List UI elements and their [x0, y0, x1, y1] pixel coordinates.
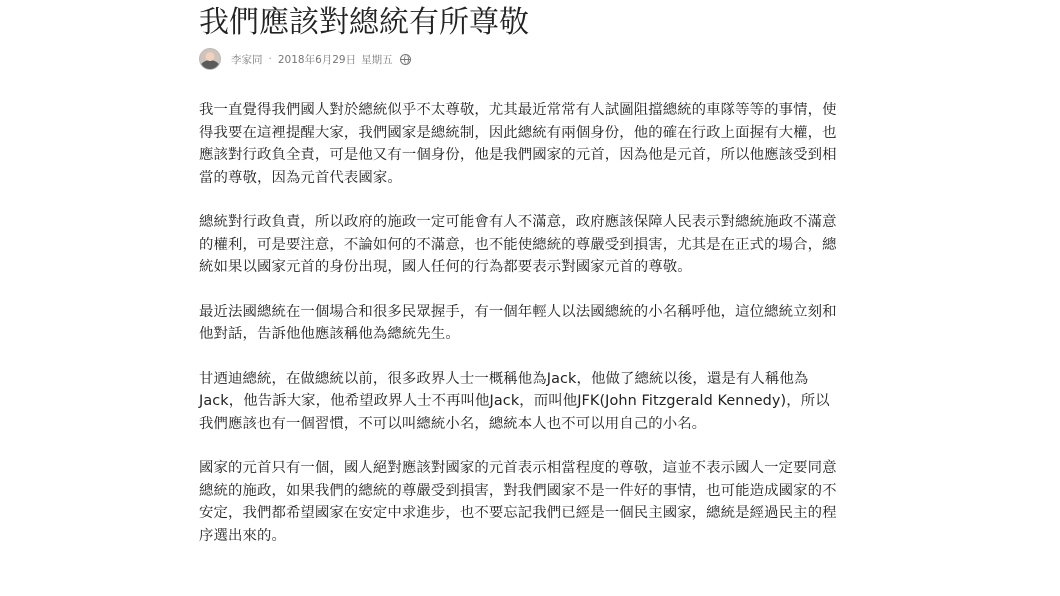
- post-date[interactable]: 2018年6月29日: [277, 53, 357, 66]
- post-meta: [199, 48, 839, 70]
- meta-separator: ·: [268, 53, 272, 65]
- paragraph-3: 最近法國總統在一個場合和很多民眾握手，有一個年輕人以法國總統的小名稱呼他，這位總統立刻和他對話，告訴他他應該稱他為總統先生。: [199, 303, 837, 342]
- paragraph-5: 國家的元首只有一個，國人絕對應該對國家的元首表示相當程度的尊敬，這並不表示國人一定要同意總統的施政，如果我們的總統的尊嚴受到損害，對我們國家不是一件好的事情，也可能造成國家的不安定，我們都希望國家在安定中求進步，也不要忘記我們已經是一個民主國家，總統是經過民主的程序選出來的。: [199, 460, 837, 544]
- globe-icon[interactable]: [400, 54, 411, 65]
- article: [199, 0, 839, 569]
- paragraph-2: 總統對行政負責，所以政府的施政一定可能會有人不滿意，政府應該保障人民表示對總統施政不滿意的權利，可是要注意，不論如何的不滿意，也不能使總統的尊嚴受到損害，尤其是在正式的場合，總統如果以國家元首的身份出現，國人任何的行為都要表示對國家元首的尊敬。: [199, 214, 837, 275]
- article-body: [199, 99, 839, 547]
- post-weekday: 星期五: [361, 53, 393, 66]
- author-avatar[interactable]: [199, 48, 221, 70]
- author-name[interactable]: 李家同: [231, 53, 263, 66]
- article-title: 我們應該對總統有所尊敬: [199, 5, 529, 40]
- paragraph-1: 我一直覺得我們國人對於總統似乎不太尊敬，尤其最近常常有人試圖阻擋總統的車隊等等的事情，使得我要在這裡提醒大家，我們國家是總統制，因此總統有兩個身份，他的確在行政上面握有大權，也應該對行政負全責，可是他又有一個身份，他是我們國家的元首，因為他是元首，所以他應該受到相當的尊敬，因為元首代表國家。: [199, 102, 837, 186]
- paragraph-4: 甘迺迪總統，在做總統以前，很多政界人士一概稱他為Jack，他做了總統以後，還是有人稱他為Jack，他告訴大家，他希望政界人士不再叫他Jack，而叫他JFK(John Fitzgerald Kennedy)，所以我們應該也有一個習慣，不可以叫總統小名，總統本人也不可以用自己的小名。: [199, 370, 830, 432]
